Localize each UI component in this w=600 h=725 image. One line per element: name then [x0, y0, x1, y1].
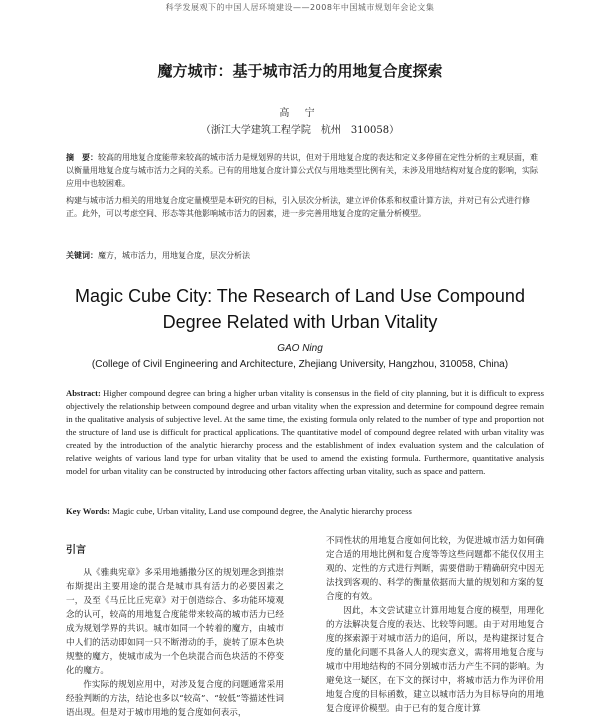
chinese-keywords-label: 关键词：	[66, 251, 98, 260]
running-head: 科学发展观下的中国人居环境建设——2008年中国城市规划年会论文集	[165, 3, 435, 12]
english-title	[0, 283, 600, 335]
section-heading-introduction: 引言	[66, 545, 86, 556]
body-paragraph-4: 因此，本文尝试建立计算用地复合度的模型，用理化的方法解决复合度的表达、比较等问题。由于对用地复合度的探索源于对城市活力的追问，所以，是构建探讨复合度的量化问题不具备人人的现实意义，需将用地复合度与城市中用地结构的不同分别城市活力产生不同的影响。为避免这一疑区，在下文的探讨中，将城市活力作为评价用地复合度的目标函数，建立以城市活力为目标导向的用地复合度评价模型。由于已有的复合度计算	[326, 606, 544, 714]
english-abstract	[66, 387, 544, 478]
body-left-column	[66, 534, 284, 720]
chinese-abstract	[66, 151, 544, 190]
chinese-title: 魔方城市：基于城市活力的用地复合度探索	[157, 62, 443, 80]
english-keywords-text: Magic cube, Urban vitality, Land use compound degree, the Analytic hierarchy process	[112, 506, 412, 516]
english-author: GAO Ning	[277, 343, 323, 354]
english-abstract-text: Higher compound degree can bring a higher urban vitality is consensus in the field of city planning, but it is difficult to express objectively the relationship between compound degree and urban vitality when the expression and determine for compound degree remain in the qualitative analysis of subjective level. At the same time, the existing formula only related to the number of type and proportion not the structure of land use is difficult for practical applications. The quantitative model of compound degree related with urban vitality was created by the introduction of the analytic hierarchy process and the establishment of index evaluation system and the calculation of relative weights of various land type for urban vitality that be used to amend the existing formula. Furthermore, quantitative analysis model for urban vitality can be constructed by introducing other factors affecting urban vitality, such as space and pattern.	[66, 388, 544, 476]
english-affiliation: (College of Civil Engineering and Architecture, Zhejiang University, Hangzhou, 310058, China)	[91, 359, 509, 370]
english-keywords	[66, 505, 544, 518]
english-keywords-label: Key Words:	[66, 506, 111, 516]
chinese-keywords	[66, 249, 544, 262]
body-paragraph-2: 作实际的规划应用中，对涉及复合度的问题通常采用经验判断的方法，结论也多以“较高”、“较低”等描述性词语出现。但是对于城市用地的复合度如何表示，	[66, 680, 284, 718]
body-paragraph-1: 从《雅典宪章》多采用地播撒分区的规划理念到推崇布斯提出主要用途的混合是城市具有活力的必要因素之一，及至《马丘比丘宪章》对于创造综合、多功能环境观念的认可，较高的用地复合度能带来较高的城市活力已经成为规划学界的共识。城市如同一个转着的魔方，由城市中人们的活动即如同一只不断滑动的手，旋转了原本色块规整的魔方，使城市成为一个色块混合而色块活的不停变化的魔方。	[66, 568, 284, 676]
chinese-affiliation: （浙江大学建筑工程学院 杭州 310058）	[200, 125, 400, 136]
chinese-abstract-paragraph-2	[66, 194, 544, 220]
english-abstract-label: Abstract:	[66, 388, 101, 398]
english-title-line-2: Degree Related with Urban Vitality	[162, 312, 438, 332]
chinese-keywords-text: 魔方，城市活力，用地复合度，层次分析法	[98, 251, 250, 260]
chinese-abstract-label: 摘 要：	[66, 153, 98, 162]
chinese-author: 高 宁	[279, 108, 321, 119]
chinese-abstract-text: 较高的用地复合度能带来较高的城市活力是规划界的共识，但对于用地复合度的表达和定义多停留在定性分析的主观层面，难以衡量用地复合度与城市活力之间的关系。已有的用地复合度计算公式仅与用地类型比例有关，未涉及用地结构对复合度的影响，实际应用中也较困难。	[66, 153, 538, 188]
body-paragraph-3: 不同性状的用地复合度如何比较，为促进城市活力如何确定合适的用地比例和复合度等等这些问题都不能仅仅用主观的、定性的方式进行判断，需要借助于精确研究中因无法找到客观的、科学的衡量依据而大量的规划和方案的复合度的有效。	[326, 536, 544, 602]
english-title-line-1: Magic Cube City: The Research of Land Use Compound	[75, 286, 525, 306]
body-right-column	[326, 534, 544, 716]
chinese-abstract-text-2: 构建与城市活力相关的用地复合度定量模型是本研究的目标，引入层次分析法，建立评价体系和权重计算方法，并对已有公式进行修正。此外，可以考虑空间、形态等其他影响城市活力的因素，进一步完善用地复合度的定量分析模型。	[66, 196, 530, 218]
